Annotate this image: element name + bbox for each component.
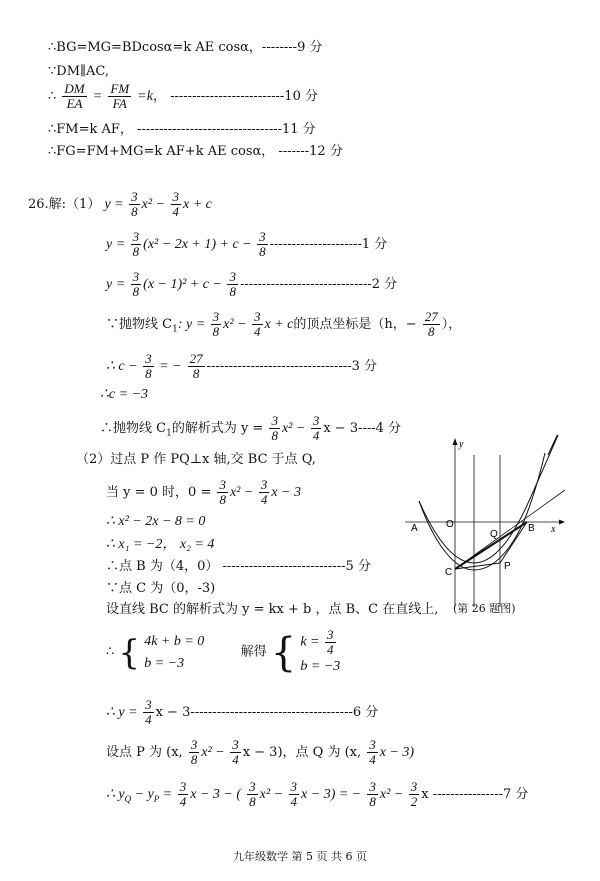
line-dm-parallel: ∵DM∥AC, (48, 64, 110, 79)
fraction-3-4: $\frac{3}{4}$ (172, 189, 179, 219)
label-x: x (551, 524, 556, 535)
label-c: C (445, 567, 453, 578)
line-fg: ∴FG=FM+MG=k AF+k AE cosα， -------12 分 (48, 144, 343, 159)
label-y: y (459, 439, 464, 450)
line-ratio: ∴ $\frac{DM}{EA}$ = $\frac{FM}{FA}$ =k， --------------------------10 分 (48, 81, 318, 111)
line-bg-mg: ∴BG=MG=BDcosα=k AE cosα，--------9 分 (48, 40, 323, 55)
part2-system: ∴ { 4k + b = 0 b = −3 解得 { k = $\frac{3}{4}$ b = −3 (106, 627, 341, 676)
label-q: Q (490, 529, 498, 540)
fraction-fm-fa: $\frac{FM}{FA}$ (110, 81, 130, 111)
q26-step1: y = $\frac{3}{8}$ (x² − 2x + 1) + c − $\frac{3}{8}$ ---------------------1 分 (106, 229, 388, 259)
q26-step4: ∴ c − $\frac{3}{8}$ = − $\frac{27}{8}$ ---------------------------------3 分 (106, 351, 377, 381)
fraction-dm-ea: $\frac{DM}{EA}$ (64, 81, 85, 111)
part2-difference: ∴ $y_Q - y_P$ = $\frac{3}{4}$ x − 3 − ( $\frac{3}{8}$ x² − $\frac{3}{4}$ x − 3) = − $\frac{3}{8}$ x² − $\frac{3}{2}$ x ----------------7 分 (106, 779, 529, 809)
label-a: A (411, 523, 418, 534)
parabola-figure (405, 435, 570, 610)
part2-bc-result: ∴ y = $\frac{3}{4}$ x − 3-------------------------------------6 分 (106, 697, 379, 727)
part2-line-bc: 设直线 BC 的解析式为 y = kx + b ，点 B、C 在直线上, (106, 602, 439, 617)
part2-head: （2）过点 P 作 PQ⊥x 轴,交 BC 于点 Q, (76, 452, 316, 467)
part2-pq-coords: 设点 P 为 (x, $\frac{3}{8}$ x² − $\frac{3}{4}$ x − 3)，点 Q 为 (x, $\frac{3}{4}$ x − 3) (106, 737, 415, 767)
fraction-3-8: $\frac{3}{8}$ (131, 189, 138, 219)
q26-step5: ∴c = −3 (100, 387, 149, 402)
therefore-symbol: ∴ (48, 89, 57, 104)
q26-line1: 26.解:（1） y = $\frac{3}{8}$ x² − $\frac{3}{4}$ x + c (28, 189, 212, 219)
part2-point-b: ∴点 B 为（4，0） ----------------------------5 分 (106, 559, 371, 574)
part2-when: 当 y = 0 时，0 = $\frac{3}{8}$ x² − $\frac{3}{4}$ x − 3 (106, 477, 301, 507)
part2-roots: ∴ x₁ = −2， x₂ = 4 (106, 537, 215, 552)
q26-step6: ∴抛物线 $C_1$的解析式为 y = $\frac{3}{8}$ x² − $\frac{3}{4}$ x − 3----4 分 (100, 413, 402, 443)
page-footer: 九年级数学 第 5 页 共 6 页 (233, 850, 367, 863)
label-o: O (446, 519, 454, 530)
part2-eq: ∴ x² − 2x − 8 = 0 (106, 514, 206, 529)
figure-caption: (第 26 题图) (453, 602, 516, 615)
label-p: P (504, 561, 511, 572)
line-fm: ∴FM=k AF， ---------------------------------11 分 (48, 122, 316, 137)
q26-step2: y = $\frac{3}{8}$ (x − 1)² + c − $\frac{3}{8}$ ------------------------------2 分 (106, 269, 398, 299)
part2-point-c: ∵点 C 为（0，-3) (106, 581, 216, 596)
label-b: B (528, 523, 535, 534)
q26-step3: ∵抛物线 $C_1$: y = $\frac{3}{8}$ x² − $\frac{3}{4}$ x + c的顶点坐标是（h，− $\frac{27}{8}$ ）， (106, 309, 462, 339)
